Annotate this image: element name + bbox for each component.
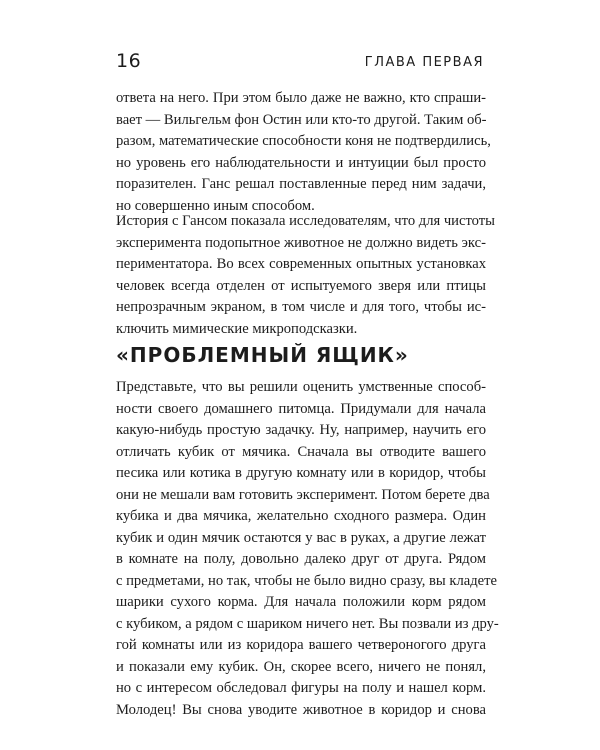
text-line: с предметами, но так, чтобы не было видно сразу, вы кладете [116, 572, 497, 589]
text-line: человек всегда отделен от испытуемого зверя или птицы [116, 277, 486, 294]
text-line: непрозрачным экраном, в том числе и для того, чтобы ис- [116, 299, 486, 315]
text-line: шарики сухого корма. Для начала положили корм рядом [116, 594, 486, 610]
text-line: и показали ему кубик. Он, скорее всего, ничего не понял, [116, 658, 486, 675]
text-line: Представьте, что вы решили оценить умственные способ- [116, 379, 486, 395]
text-line: кубика и два мячика, желательно сходного размера. Один [116, 508, 486, 524]
paragraph-1 [116, 88, 491, 217]
text-line: но уровень его наблюдательности и интуиции был просто [116, 154, 486, 171]
text-line: они не мешали вам готовить эксперимент. Потом берете два [116, 486, 490, 503]
text-line: но совершенно иным способом. [116, 197, 315, 214]
text-line: Молодец! Вы снова уводите животное в коридор и снова [116, 701, 486, 718]
paragraph-2 [116, 211, 495, 340]
text-line: гой комнаты или из коридора вашего четвероногого друга [116, 637, 486, 653]
text-line: История с Гансом показала исследователям, что для чистоты [116, 213, 495, 229]
text-line: поразителен. Ганс решал поставленные перед ним задачи, [116, 176, 486, 192]
text-line: вает — Вильгельм фон Остин или кто-то другой. Таким об- [116, 111, 487, 128]
page-number: 16 [116, 50, 142, 72]
running-head-chapter-title: ГЛАВА ПЕРВАЯ [364, 55, 484, 70]
text-line: эксперимента подопытное животное не должно видеть экс- [116, 234, 486, 251]
text-line: ответа на него. При этом было даже не важно, кто спраши- [116, 90, 486, 106]
paragraph-3 [116, 377, 499, 721]
text-line: отличать кубик от мячика. Сначала вы отводите вашего [116, 443, 486, 460]
text-line: в комнате на полу, довольно далеко друг от друга. Рядом [116, 551, 486, 567]
text-line: какую-нибудь простую задачку. Ну, например, научить его [116, 422, 486, 438]
text-line: но с интересом обследовал фигуры на полу и нашел корм. [116, 680, 486, 696]
text-line: периментатора. Во всех современных опытных установках [116, 256, 486, 272]
text-line: ключить мимические микроподсказки. [116, 320, 358, 337]
text-line: с кубиком, а рядом с шариком ничего нет. Вы позвали из дру- [116, 615, 499, 632]
text-line: ности своего домашнего питомца. Придумали для начала [116, 400, 486, 417]
section-heading: «ПРОБЛЕМНЫЙ ЯЩИК» [116, 343, 409, 367]
text-line: песика или котика в другую комнату или в коридор, чтобы [116, 465, 486, 481]
text-line: кубик и один мячик остаются у вас в руках, а другие лежат [116, 529, 486, 546]
text-line: разом, математические способности коня не подтвердились, [116, 133, 491, 149]
